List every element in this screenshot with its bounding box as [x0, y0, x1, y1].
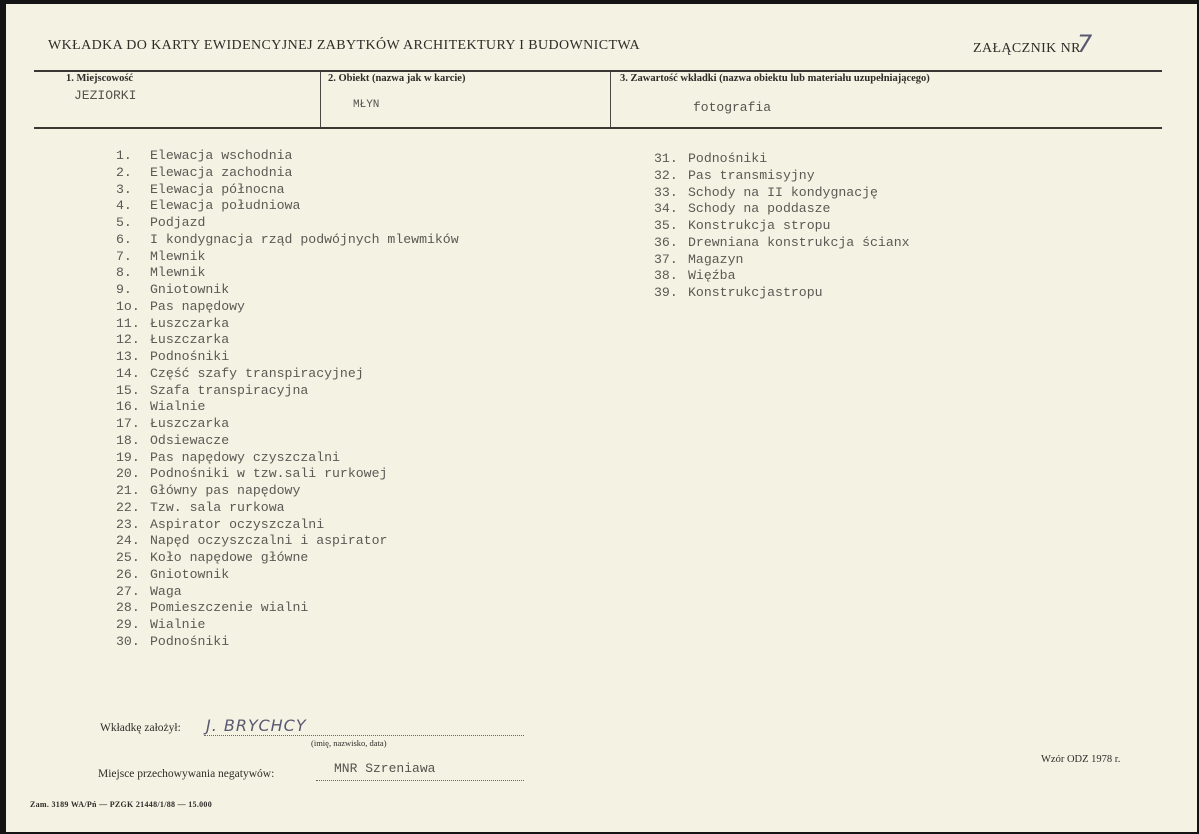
item-text: Podnośniki — [150, 633, 230, 649]
list-item — [116, 249, 459, 266]
item-number: 20. — [116, 466, 140, 482]
item-number: 22. — [116, 499, 140, 515]
list-item — [116, 550, 459, 567]
item-number: 6. — [116, 231, 132, 247]
list-item — [116, 466, 459, 483]
list-item — [654, 151, 910, 168]
item-text: Gniotownik — [150, 282, 230, 297]
item-text: Magazyn — [688, 251, 744, 267]
list-item — [116, 567, 459, 584]
list-item — [116, 148, 459, 165]
item-number: 5. — [116, 215, 132, 230]
list-item — [116, 316, 459, 333]
item-text: Podnośniki w tzw.sali rurkowej — [150, 466, 388, 482]
list-item — [654, 218, 910, 235]
item-text: Konstrukcjastropu — [688, 285, 823, 300]
item-number: 26. — [116, 566, 140, 582]
list-item — [116, 383, 459, 400]
created-by-value: J. BRYCHCY — [206, 716, 307, 735]
item-number: 35. — [654, 218, 678, 233]
list-item — [116, 617, 459, 634]
item-text: Schody na II kondygnację — [688, 184, 878, 200]
item-number: 39. — [654, 285, 678, 300]
item-number: 32. — [654, 167, 678, 183]
negatives-label: Miejsce przechowywania negatywów: — [98, 768, 275, 780]
list-item — [654, 268, 910, 285]
item-text: Pas transmisyjny — [688, 167, 815, 183]
item-text: Wialnie — [150, 617, 206, 632]
item-text: Łuszczarka — [150, 332, 230, 348]
list-item — [654, 235, 910, 252]
locality-value: JEZIORKI — [74, 88, 137, 103]
object-value: MŁYN — [353, 99, 380, 111]
list-item — [116, 433, 459, 450]
item-text: Podjazd — [150, 215, 206, 230]
item-text: Główny pas napędowy — [150, 483, 301, 498]
list-item — [116, 366, 459, 383]
item-number: 4. — [116, 198, 132, 214]
item-text: Elewacja południowa — [150, 198, 301, 214]
item-text: Gniotownik — [150, 566, 230, 582]
item-number: 28. — [116, 600, 140, 616]
photo-list-right — [654, 151, 910, 302]
list-item — [116, 349, 459, 366]
negatives-line — [316, 780, 524, 781]
print-note: Zam. 3189 WA/Pń — PZGK 21448/1/88 — 15.000 — [30, 800, 213, 809]
item-text: Wialnie — [150, 399, 206, 415]
item-text: Aspirator oczyszczalni — [150, 516, 325, 532]
item-text: Elewacja zachodnia — [150, 164, 293, 180]
list-item — [116, 299, 459, 316]
item-text: Konstrukcja stropu — [688, 218, 831, 233]
item-number: 2. — [116, 164, 132, 180]
list-item — [116, 282, 459, 299]
item-text: Łuszczarka — [150, 315, 230, 331]
item-text: Drewniana konstrukcja ścianx — [688, 234, 910, 250]
item-number: 19. — [116, 449, 140, 465]
item-number: 25. — [116, 550, 140, 565]
item-number: 7. — [116, 248, 132, 264]
item-number: 37. — [654, 251, 678, 267]
list-item — [116, 198, 459, 215]
item-number: 18. — [116, 432, 140, 448]
list-item — [654, 252, 910, 269]
list-item — [116, 517, 459, 534]
item-number: 33. — [654, 184, 678, 200]
item-number: 30. — [116, 633, 140, 649]
item-text: Podnośniki — [150, 349, 230, 364]
list-item — [116, 584, 459, 601]
header-bottom-rule — [34, 127, 1162, 129]
object-label: 2. Obiekt (nazwa jak w karcie) — [328, 73, 466, 84]
item-number: 1. — [116, 148, 132, 163]
item-number: 38. — [654, 268, 678, 284]
list-item — [116, 500, 459, 517]
item-text: Część szafy transpiracyjnej — [150, 365, 364, 381]
item-text: I kondygnacja rząd podwójnych mlewmików — [150, 231, 459, 247]
item-text: Mlewnik — [150, 248, 206, 264]
list-item — [654, 285, 910, 302]
item-number: 9. — [116, 282, 132, 297]
attachment-number: 7 — [1077, 30, 1093, 58]
item-number: 36. — [654, 234, 678, 250]
item-text: Pas napędowy — [150, 298, 245, 314]
item-number: 11. — [116, 315, 140, 331]
list-item — [116, 165, 459, 182]
item-number: 34. — [654, 201, 678, 217]
item-text: Więźba — [688, 268, 736, 284]
item-text: Łuszczarka — [150, 416, 230, 431]
locality-label: 1. Miejscowość — [66, 73, 134, 84]
item-number: 31. — [654, 151, 678, 166]
item-text: Elewacja północna — [150, 181, 285, 197]
item-number: 15. — [116, 382, 140, 398]
archive-form-sheet — [6, 4, 1197, 832]
item-text: Pomieszczenie wialni — [150, 600, 309, 616]
item-text: Koło napędowe główne — [150, 550, 309, 565]
item-text: Pas napędowy czyszczalni — [150, 449, 340, 465]
item-text: Mlewnik — [150, 265, 206, 281]
created-by-line — [204, 735, 524, 736]
item-number: 24. — [116, 533, 140, 549]
list-item — [116, 416, 459, 433]
item-text: Odsiewacze — [150, 432, 230, 448]
list-item — [116, 265, 459, 282]
content-label: 3. Zawartość wkładki (nazwa obiektu lub materiału uzupełniającego) — [620, 73, 930, 84]
item-number: 13. — [116, 349, 140, 364]
list-item — [116, 399, 459, 416]
created-by-label: Wkładkę założył: — [100, 722, 181, 734]
item-number: 1o. — [116, 298, 140, 314]
item-number: 3. — [116, 181, 132, 197]
created-by-hint: (imię, nazwisko, data) — [311, 738, 387, 748]
form-title: WKŁADKA DO KARTY EWIDENCYJNEJ ZABYTKÓW ARCHITEKTURY I BUDOWNICTWA — [48, 38, 640, 53]
item-number: 17. — [116, 416, 140, 431]
list-item — [116, 215, 459, 232]
header-divider-1 — [320, 72, 321, 127]
list-item — [654, 185, 910, 202]
item-number: 8. — [116, 265, 132, 281]
list-item — [116, 483, 459, 500]
negatives-value: MNR Szreniawa — [334, 761, 436, 776]
item-text: Schody na poddasze — [688, 201, 831, 217]
item-number: 16. — [116, 399, 140, 415]
item-text: Waga — [150, 583, 182, 599]
list-item — [116, 182, 459, 199]
item-number: 29. — [116, 617, 140, 632]
list-item — [116, 332, 459, 349]
item-number: 23. — [116, 516, 140, 532]
attachment-label: ZAŁĄCZNIK NR — [973, 41, 1081, 56]
list-item — [116, 450, 459, 467]
item-text: Tzw. sala rurkowa — [150, 499, 285, 515]
photo-list-left — [116, 148, 459, 651]
item-number: 21. — [116, 483, 140, 498]
item-text: Szafa transpiracyjna — [150, 382, 309, 398]
list-item — [654, 201, 910, 218]
list-item — [116, 634, 459, 651]
item-text: Podnośniki — [688, 151, 768, 166]
list-item — [116, 600, 459, 617]
list-item — [654, 168, 910, 185]
header-top-rule — [34, 70, 1162, 72]
item-text: Napęd oczyszczalni i aspirator — [150, 533, 388, 549]
item-number: 27. — [116, 583, 140, 599]
content-value: fotografia — [693, 100, 772, 115]
header-divider-2 — [610, 72, 611, 127]
item-text: Elewacja wschodnia — [150, 148, 293, 163]
list-item — [116, 533, 459, 550]
item-number: 12. — [116, 332, 140, 348]
list-item — [116, 232, 459, 249]
template-note: Wzór ODZ 1978 r. — [1041, 754, 1121, 765]
item-number: 14. — [116, 365, 140, 381]
